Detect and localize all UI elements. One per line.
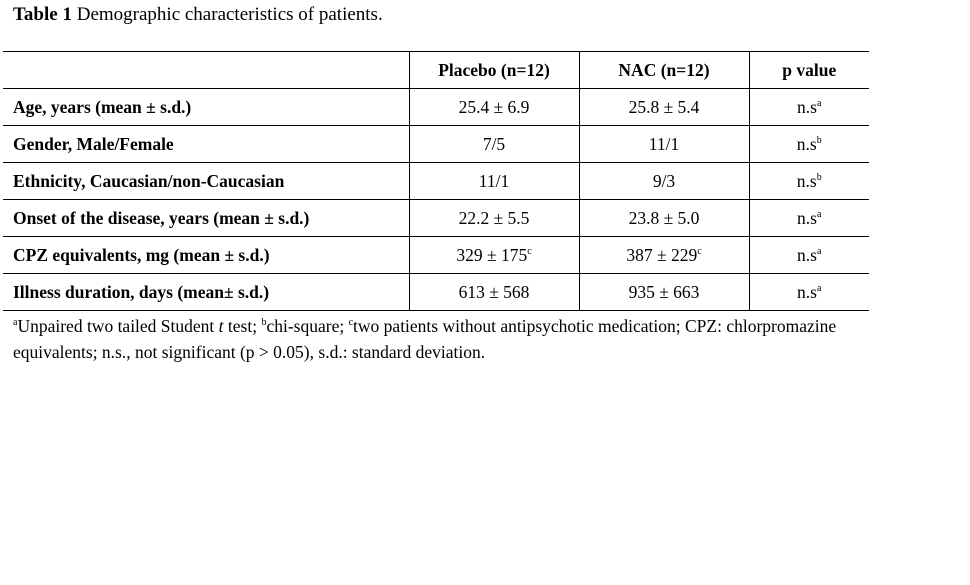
- cell-placebo: 22.2 ± 5.5: [409, 200, 579, 237]
- table-row: [3, 200, 869, 237]
- table-row: [3, 163, 869, 200]
- table-footnote: $^a$Unpaired two tailed Student t test; $^b$chi-square; $^c$two patients without antipsychotic medication; CPZ: chlorpromazine equivalents; n.s., not significant (p > 0.05), s.d.: standard deviation.: [13, 316, 837, 362]
- cell-p-value: $n.s^a$: [749, 274, 869, 311]
- header-p-value: p value: [749, 52, 869, 89]
- cell-nac: 23.8 ± 5.0: [579, 200, 749, 237]
- cell-placebo: 7/5: [409, 126, 579, 163]
- table-caption: [13, 3, 383, 27]
- cell-nac: 935 ± 663: [579, 274, 749, 311]
- table-row: [3, 89, 869, 126]
- caption-text: Demographic characteristics of patients.: [76, 4, 383, 25]
- header-blank: [3, 52, 409, 89]
- row-label: Age, years (mean ± s.d.): [3, 89, 409, 126]
- header-placebo: Placebo (n=12): [409, 52, 579, 89]
- cell-placebo: 25.4 ± 6.9: [409, 89, 579, 126]
- table-row: [3, 237, 869, 274]
- cell-p-value: $n.s^b$: [749, 126, 869, 163]
- header-nac: NAC (n=12): [579, 52, 749, 89]
- row-label: CPZ equivalents, mg (mean ± s.d.): [3, 237, 409, 274]
- cell-nac: 9/3: [579, 163, 749, 200]
- caption-label: Table 1: [13, 4, 72, 25]
- cell-nac: 11/1: [579, 126, 749, 163]
- cell-placebo: 613 ± 568: [409, 274, 579, 311]
- row-label: Ethnicity, Caucasian/non-Caucasian: [3, 163, 409, 200]
- row-label: Gender, Male/Female: [3, 126, 409, 163]
- table-row: [3, 274, 869, 311]
- cell-nac: 25.8 ± 5.4: [579, 89, 749, 126]
- row-label: Onset of the disease, years (mean ± s.d.): [3, 200, 409, 237]
- cell-p-value: $n.s^a$: [749, 89, 869, 126]
- cell-nac: $387 \pm 229^c$: [579, 237, 749, 274]
- cell-placebo: $329 \pm 175^c$: [409, 237, 579, 274]
- cell-p-value: $n.s^a$: [749, 237, 869, 274]
- cell-p-value: $n.s^b$: [749, 163, 869, 200]
- cell-p-value: $n.s^a$: [749, 200, 869, 237]
- cell-placebo: 11/1: [409, 163, 579, 200]
- table-header-row: [3, 52, 869, 89]
- table-row: [3, 126, 869, 163]
- row-label: Illness duration, days (mean± s.d.): [3, 274, 409, 311]
- demographics-table: [3, 51, 869, 311]
